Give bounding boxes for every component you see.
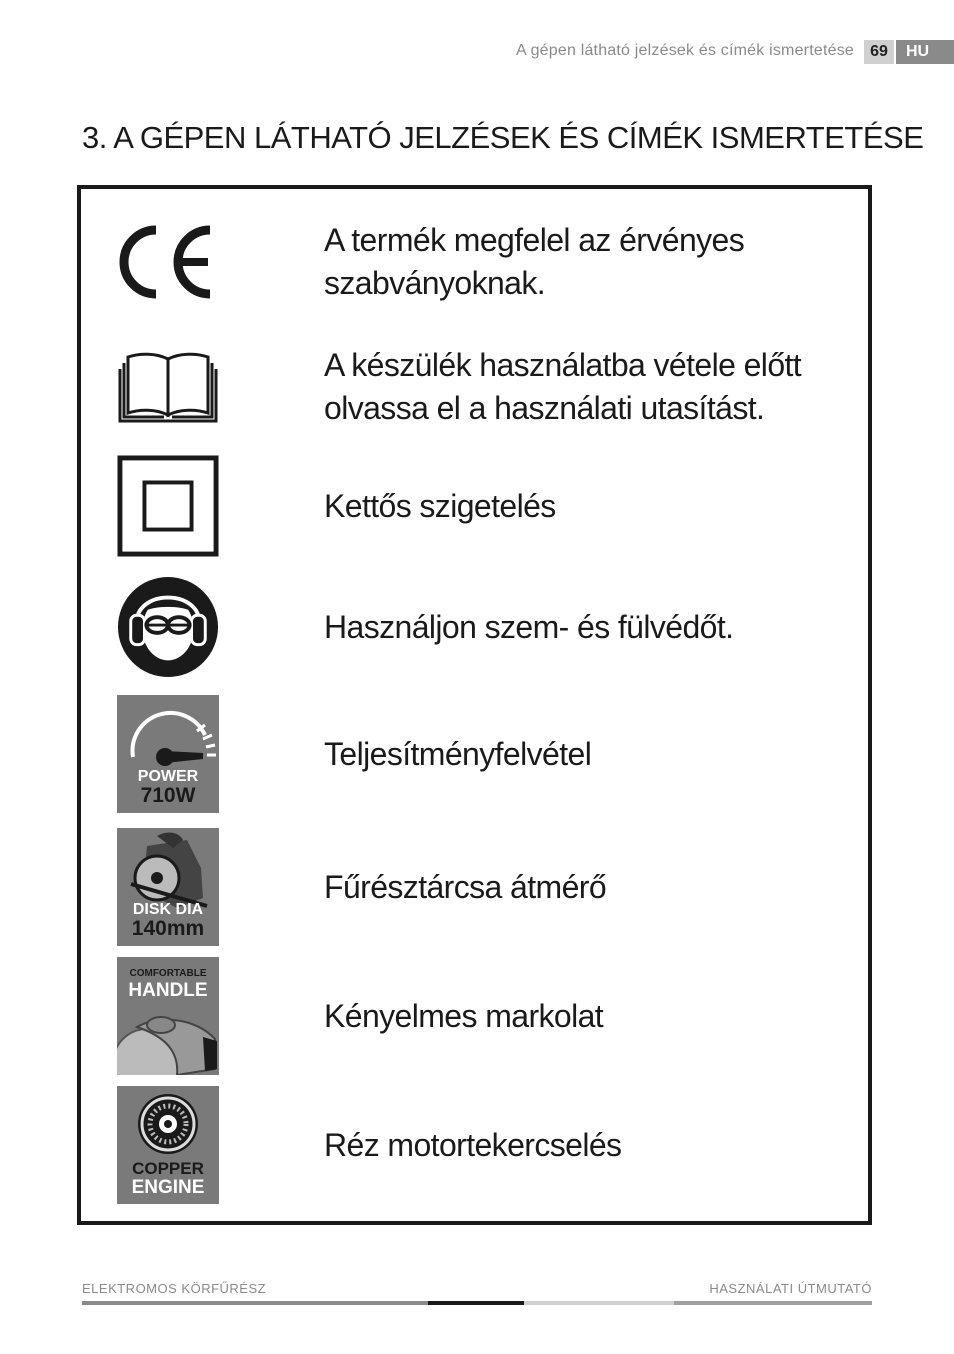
symbol-row-protection — [117, 575, 858, 679]
footer-document-type: HASZNÁLATI ÚTMUTATÓ — [709, 1281, 872, 1296]
ce-mark-icon — [117, 222, 219, 302]
manual-book-icon — [117, 351, 219, 423]
page-number: 69 — [864, 40, 894, 64]
copper-engine-icon — [117, 1086, 219, 1204]
symbol-row-ce — [117, 217, 858, 307]
symbol-row-handle — [117, 957, 858, 1075]
disk-label: DISK DIA — [132, 901, 204, 918]
handle-label-main: HANDLE — [128, 980, 208, 1001]
symbol-row-manual — [117, 342, 858, 432]
footer-divider-4 — [674, 1301, 872, 1305]
disk-diameter-icon — [117, 828, 219, 946]
symbol-row-disk — [117, 828, 858, 946]
symbol-text-handle: Kényelmes markolat — [324, 997, 604, 1034]
footer-product-name: ELEKTROMOS KÖRFŰRÉSZ — [82, 1281, 267, 1296]
power-value: 710W — [140, 784, 196, 807]
language-tab: HU — [896, 40, 954, 64]
disk-value: 140mm — [131, 917, 205, 940]
symbol-table — [77, 185, 872, 1225]
comfortable-handle-icon — [117, 957, 219, 1075]
symbol-text-disk: Fűrésztárcsa átmérő — [324, 868, 607, 905]
power-label: POWER — [137, 768, 199, 785]
symbol-row-double-insulation — [117, 454, 858, 558]
handle-label-top: COMFORTABLE — [129, 968, 207, 979]
symbol-row-power — [117, 695, 858, 813]
symbol-row-copper — [117, 1086, 858, 1204]
section-title: 3. A GÉPEN LÁTHATÓ JELZÉSEK ÉS CÍMÉK ISMERTETÉSE — [82, 120, 924, 155]
footer-divider-1 — [82, 1301, 428, 1305]
power-icon — [117, 695, 219, 813]
symbol-text-power: Teljesítményfelvétel — [324, 735, 592, 772]
copper-label: COPPER — [132, 1159, 204, 1178]
symbol-text-protection: Használjon szem- és fülvédőt. — [324, 608, 734, 645]
symbol-text-manual: A készülék használatba vétele előtt olvassa el a használati utasítást. — [324, 347, 802, 426]
double-insulation-icon — [117, 454, 219, 558]
engine-label: ENGINE — [131, 1177, 205, 1198]
symbol-text-ce: A termék megfelel az érvényes szabványoknak. — [324, 222, 745, 301]
symbol-text-double-insulation: Kettős szigetelés — [324, 487, 556, 524]
running-header-title: A gépen látható jelzések és címék ismertetése — [515, 42, 854, 59]
eye-ear-protection-icon — [117, 575, 219, 679]
footer-divider-3 — [524, 1301, 674, 1305]
footer-divider-2 — [428, 1301, 524, 1305]
symbol-text-copper: Réz motortekercselés — [324, 1126, 622, 1163]
